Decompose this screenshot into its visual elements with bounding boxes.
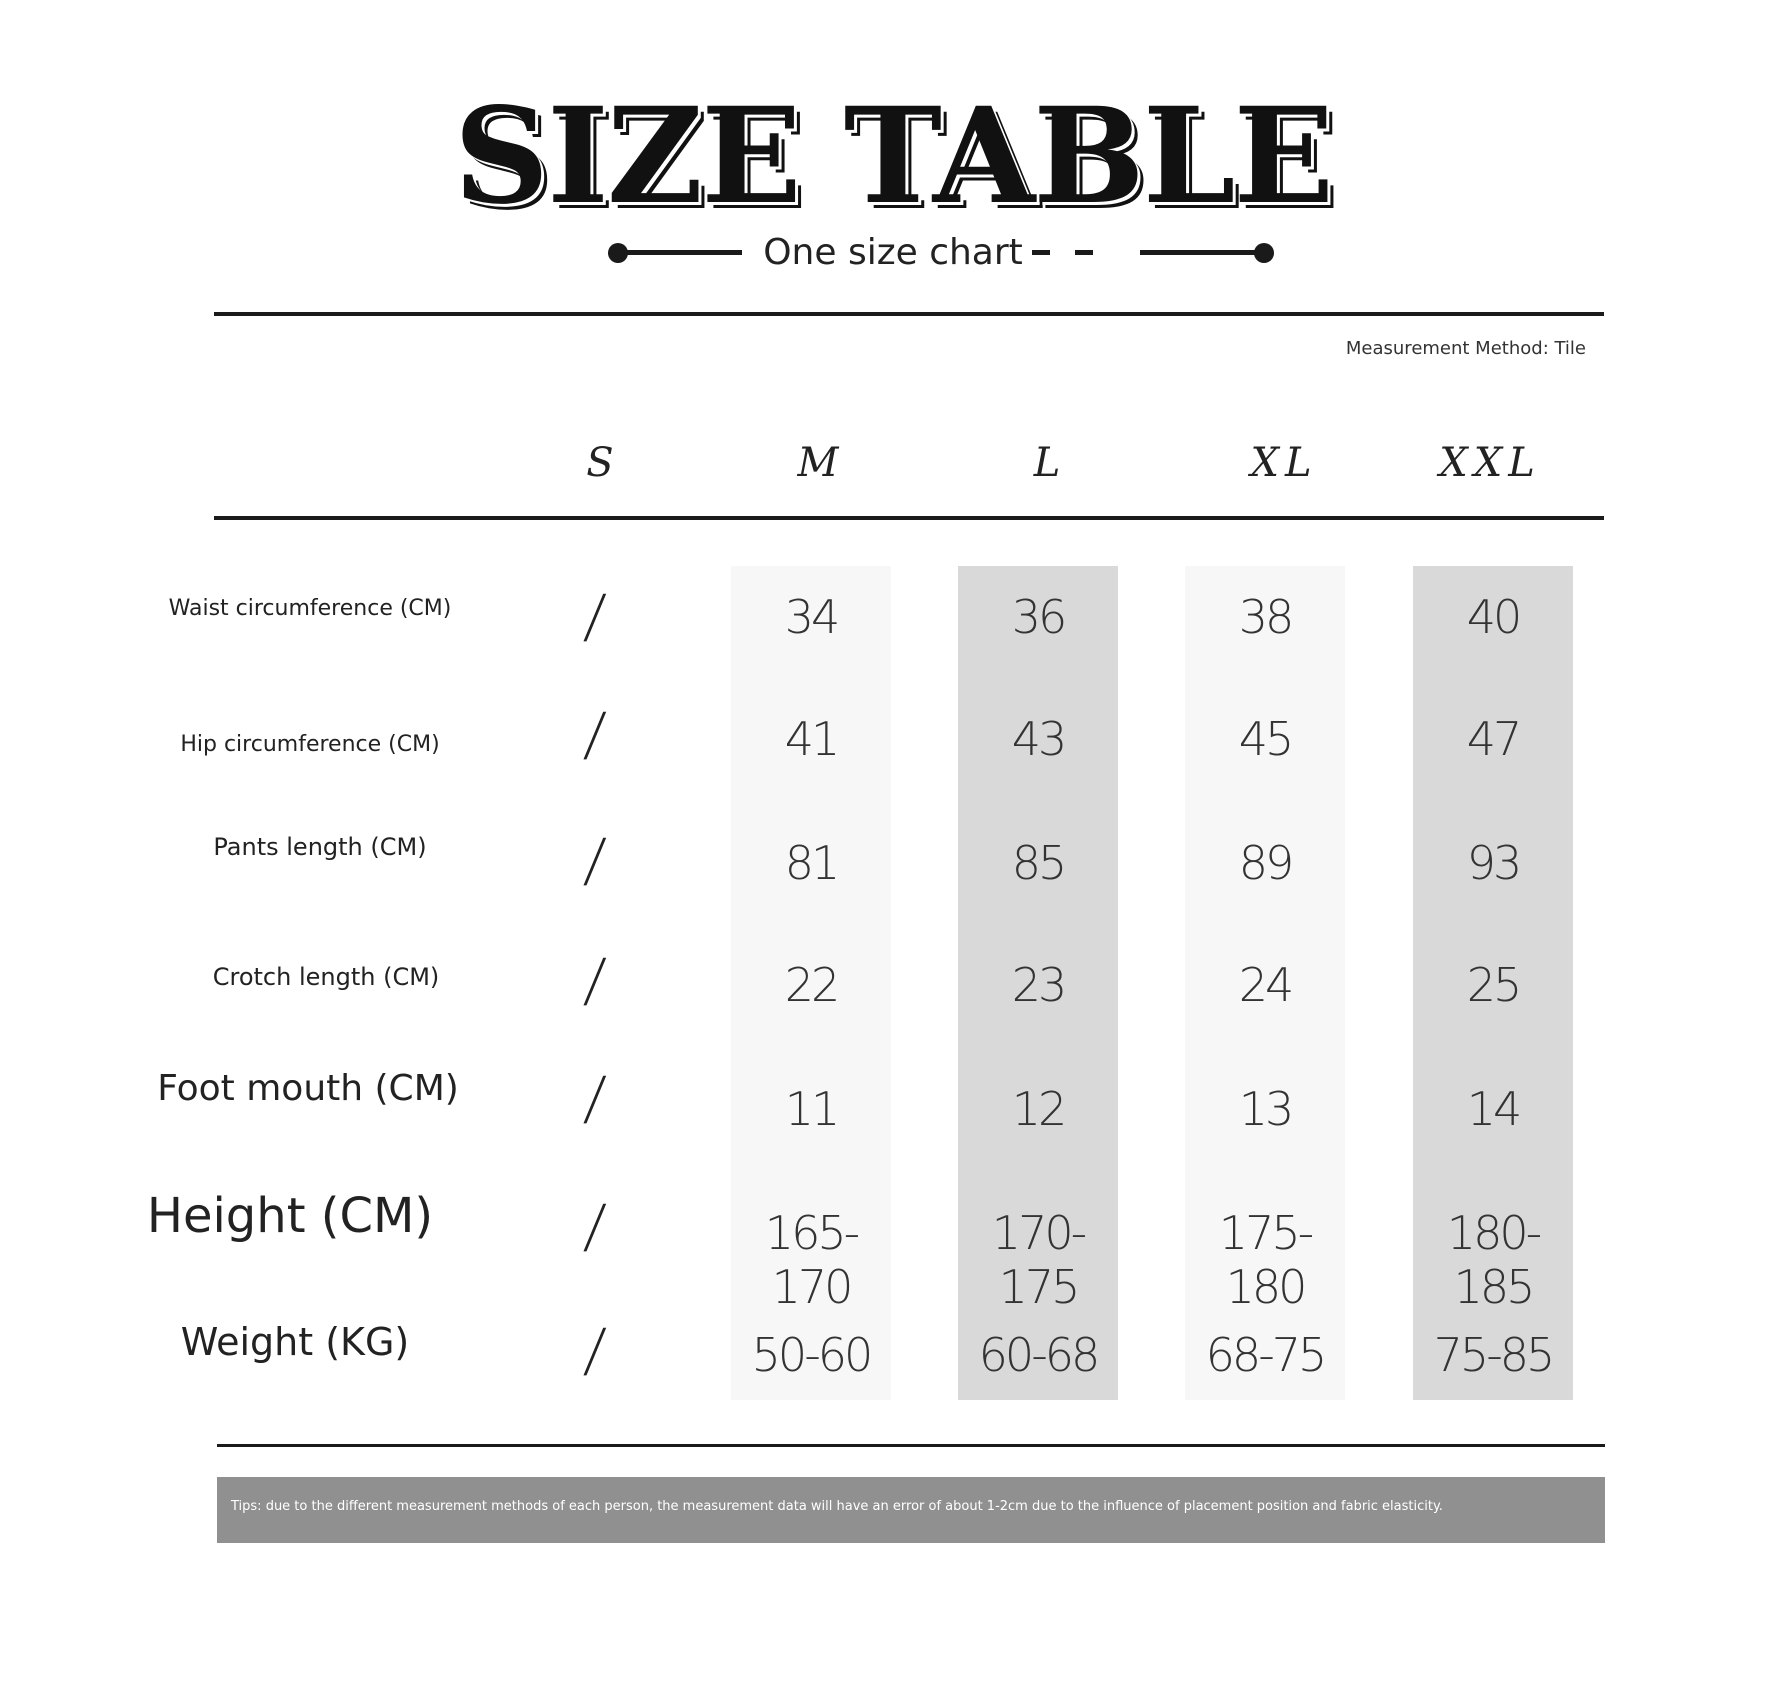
header-rule: [214, 516, 1604, 520]
row-s-value: /: [581, 1316, 609, 1384]
size-header-xxl: XXL: [1439, 440, 1541, 486]
table-cell: 36: [1011, 590, 1065, 644]
measurement-method: Measurement Method: Tile: [1345, 338, 1586, 359]
table-cell: 25: [1466, 958, 1520, 1012]
size-header-s: S: [586, 440, 620, 486]
tips-banner: [217, 1477, 1605, 1543]
table-cell: 180-185: [1446, 1206, 1540, 1314]
table-cell: 38: [1238, 590, 1292, 644]
table-cell: 41: [784, 712, 838, 766]
table-cell: 40: [1466, 590, 1520, 644]
row-s-value: /: [581, 700, 609, 768]
subtitle-decoration: [0, 228, 1786, 278]
right-dot: [1254, 243, 1274, 263]
page-title: SIZE TABLE: [453, 79, 1333, 234]
row-s-value: /: [581, 946, 609, 1014]
top-rule: [214, 312, 1604, 316]
bottom-rule: [217, 1444, 1605, 1447]
row-label-crotch-length: Crotch length (CM): [212, 963, 440, 991]
table-cell: 12: [1011, 1082, 1065, 1136]
row-label-waist: Waist circumference (CM): [168, 596, 452, 621]
table-cell: 22: [784, 958, 838, 1012]
tips-text: Tips: due to the different measurement methods of each person, the measurement data will have an error of about 1-2cm due to the influence of placement position and fabric elasticity.: [231, 1499, 1443, 1514]
table-cell: 170-175: [991, 1206, 1085, 1314]
table-cell: 175-180: [1218, 1206, 1312, 1314]
row-s-value: /: [581, 1064, 609, 1132]
size-header-m: M: [797, 440, 845, 486]
table-cell: 75-85: [1433, 1328, 1553, 1382]
subtitle: One size chart: [763, 232, 1023, 273]
table-cell: 45: [1238, 712, 1292, 766]
row-label-pants-length: Pants length (CM): [213, 833, 427, 861]
table-cell: 50-60: [751, 1328, 871, 1382]
row-label-weight: Weight (KG): [180, 1320, 410, 1364]
size-header-l: L: [1033, 440, 1067, 486]
row-label-foot-mouth: Foot mouth (CM): [157, 1068, 459, 1109]
table-cell: 68-75: [1205, 1328, 1325, 1382]
table-cell: 24: [1238, 958, 1292, 1012]
row-s-value: /: [581, 582, 609, 650]
table-cell: 47: [1466, 712, 1520, 766]
row-s-value: /: [581, 1192, 609, 1260]
table-cell: 34: [784, 590, 838, 644]
size-header-xl: XL: [1250, 440, 1318, 486]
table-cell: 81: [784, 836, 838, 890]
table-cell: 14: [1466, 1082, 1520, 1136]
table-cell: 43: [1011, 712, 1065, 766]
row-label-hip: Hip circumference (CM): [180, 732, 440, 757]
table-cell: 11: [784, 1082, 838, 1136]
table-cell: 165-170: [764, 1206, 858, 1314]
table-cell: 60-68: [978, 1328, 1098, 1382]
row-s-value: /: [581, 826, 609, 894]
table-cell: 23: [1011, 958, 1065, 1012]
table-cell: 85: [1011, 836, 1065, 890]
dash-1: [1032, 250, 1050, 255]
table-cell: 13: [1238, 1082, 1292, 1136]
right-line: [1140, 250, 1264, 255]
row-label-height: Height (CM): [146, 1188, 434, 1244]
table-cell: 89: [1238, 836, 1292, 890]
table-cell: 93: [1466, 836, 1520, 890]
dash-2: [1075, 250, 1093, 255]
